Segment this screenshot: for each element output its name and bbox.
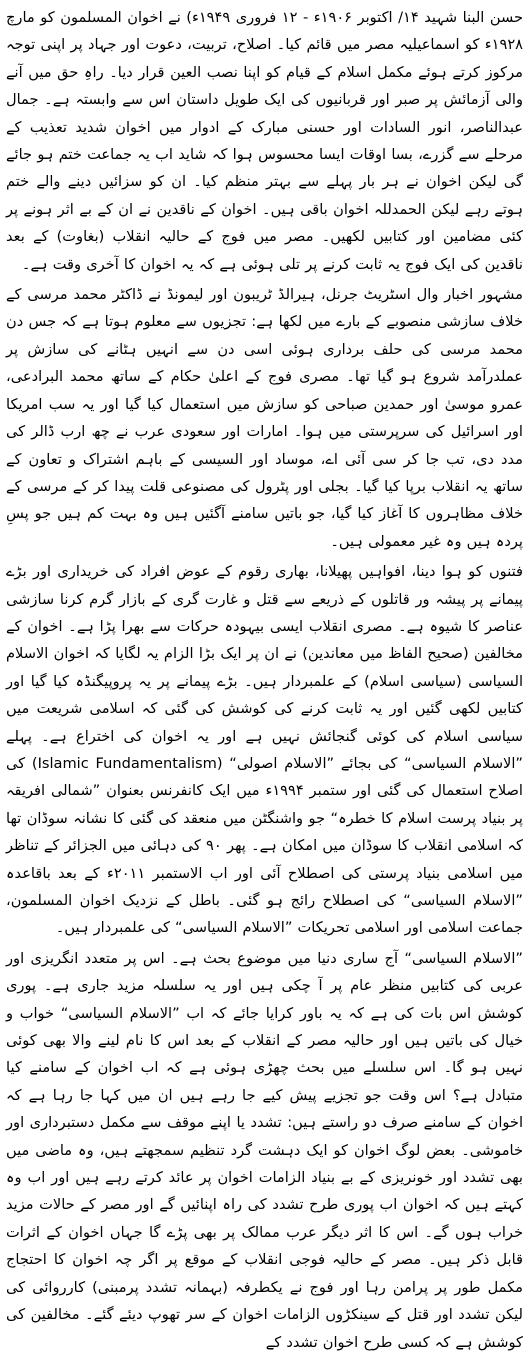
paragraph-4: ”الاسلام السیاسی“ آج ساری دنیا میں موضوع بحث ہے۔ اس پر متعدد انگریزی اور عربی کی کتابیں منظر عام پر آ چکی ہیں اور یہ سلسلہ مزید جاری ہے۔ پوری کوشش اس بات کی ہے کہ یہ باور کرایا جائے کہ اب ”الاسلام السیاسی“ خواب و خیال کی باتیں ہیں اور حالیہ مصر کے انقلاب کے بعد اس کا نام لینے والا بھی کوئی نہیں ہو گا۔ اس سلسلے میں بحث چھڑی ہوئی ہے کہ اب اخوان کے سامنے کیا متبادل ہے؟ اس وقت جو تجزیے پیش کیے جا رہے ہیں ان میں کہا جا رہا ہے کہ اخوان کے سامنے صرف دو راستے ہیں: تشدد یا اپنے موقف سے مکمل دستبرداری اور خاموشی۔ بعض لوگ اخوان کو ایک دہشت گرد تنظیم سمجھتے ہیں، وہ ماضی میں بھی تشدد اور خونریزی کے بے بنیاد الزامات اخوان پر عائد کرتے رہے ہیں اور اب وہ کہتے ہیں کہ اخوان اب پوری طرح تشدد کی راہ اپنائیں گے اور مصر کے حالات مزید خراب ہوں گے۔ اس کا اثر دیگر عرب ممالک پر بھی پڑے گا جہاں اخوان کے اثرات قابل ذکر ہیں۔ مصر کے حالیہ فوجی انقلاب کے موقع پر اگر چہ اخوان کا احتجاج مکمل طور پر پرامن رہا اور فوج نے یکطرفہ (بہمانہ تشدد پرمبنی) کارروائی کی لیکن تشدد اور قتل کے سینکڑوں الزامات اخوان کے سر تھوپ دیئے گئے۔ مخالفین کی کوشش ہے کہ کسی طرح اخوان تشدد کے <box>6 949 523 1351</box>
paragraph-1: حسن البنا شہید ۱۴/ اکتوبر ۱۹۰۶ء - ۱۲ فروری ۱۹۴۹ء) نے اخوان المسلمون کو مارچ ۱۹۲۸ء کو اسماعیلیہ مصر میں قائم کیا۔ اصلاح، تربیت، دعوت اور جہاد پر اپنی توجہ مرکوز کرتے ہوئے مکمل اسلام کے قیام کو اپنا نصب العین قرار دیا۔ راہِ حق میں آنے والی آزمائش پر صبر اور قربانیوں کی ایک طویل داستان اس سے وابستہ ہے۔ جمال عبدالناصر، انور السادات اور حسنی مبارک کے ادوار میں اخوان شدید تعذیب کے مرحلے سے گزرے، بسا اوقات ایسا محسوس ہوا کہ شاید اب یہ جماعت ختم ہو جائے گی لیکن اخوان نے ہر بار پہلے سے بہتر منظم کیا۔ ان کو سزائیں دینے والے ختم ہوتے رہے لیکن الحمدللہ اخوان باقی ہیں۔ اخوان کے ناقدین نے ان کے بے اثر ہونے پر کئی مضامین اور کتابیں لکھیں۔ مصر میں فوج کے حالیہ انقلاب (بغاوت) کے بعد ناقدین کی ایک فوج یہ ثابت کرنے پر تلی ہوئی ہے کہ یہ اخوان کا آخری وقت ہے۔ <box>6 9 524 273</box>
paragraph-3: فتنوں کو ہوا دینا، افواہیں پھیلانا، بھاری رقوم کے عوض افراد کی خریداری اور بڑے پیمانے پر پیشہ ور قاتلوں کے ذریعے سے قتل و غارت گری کے بازار گرم کرنا سازشی عناصر کا شیوہ ہے۔ مصری انقلاب ایسی بیہودہ حرکات سے بھرا پڑا ہے۔ اخوان کے مخالفین (صحیح الفاظ میں معاندین) نے ان پر ایک بڑا الزام یہ لگایا کہ اخوان الاسلام السیاسی (سیاسی اسلام) کے علمبردار ہیں۔ بڑے پیمانے پر یہ پروپیگنڈہ کیا گیا اور کتابیں لکھی گئیں اور یہ ثابت کرنے کی کوشش کی گئی کہ اسلامی شریعت میں سیاسی اسلام کی کوئی گنجائش نہیں ہے اور یہ اخوان کی اختراع ہے۔ پہلے ”الاسلام السیاسی“ کی بجائے ”الاسلام اصولی“ (Islamic Fundamentalism) کی اصلاح استعمال کی گئی اور ستمبر ۱۹۹۴ء میں ایک کانفرنس بعنوان ”شمالی افریقہ پر بنیاد پرست اسلام کا خطرہ“ جو واشنگٹن میں منعقد کی گئی کا نشانہ سوڈان تھا کہ اسلامی انقلاب کا سوڈان میں امکان ہے۔ پھر ۹۰ کی دہائی میں الجزائر کے تناظر میں اسلامی بنیاد پرستی کی اصطلاح آئی اور اب الاستمبر ۲۰۱۱ء کے بعد باقاعدہ ”الاسلام السیاسی“ کی اصطلاح رائج ہو گئی۔ باطل کے نزدیک اخوان المسلمون، جماعت اسلامی اور اسلامی تحریکات ”الاسلام السیاسی“ کی علمبردار ہیں۔ <box>6 563 524 937</box>
paragraph-2: مشہور اخبار وال اسٹریٹ جرنل، ہیرالڈ ٹریبون اور لیمونڈ نے ڈاکٹر محمد مرسی کے خلاف سازشی منصوبے کے بارے میں لکھا ہے: تجزیوں سے معلوم ہوتا ہے کہ جس دن محمد مرسی کی حلف برداری ہوئی اسی دن سے انہیں ہٹانے کی سازش پر عملدرآمد شروع ہو گیا تھا۔ مصری فوج کے اعلیٰ حکام کے ساتھ محمد البرادعی، عمرو موسیٰ اور حمدین صباحی کو سازش میں استعمال کیا گیا اور یہ سب امریکا اور اسرائیل کی سرپرستی میں ہوا۔ امارات اور سعودی عرب نے چھ ارب ڈالر کی مدد دی، تب جا کر سی آئی اے، موساد اور السیسی کے باہم اشتراک و تعاون کے ساتھ یہ انقلاب برپا کیا گیا۔ بجلی اور پٹرول کی مصنوعی قلت پیدا کر کے مرسی کے خلاف مظاہروں کا آغاز کیا گیا، جو باتیں سامنے آگئیں ہیں وہ بہت کم ہیں جو پسِ پردہ ہیں وہ غیر معمولی ہیں۔ <box>6 286 523 550</box>
